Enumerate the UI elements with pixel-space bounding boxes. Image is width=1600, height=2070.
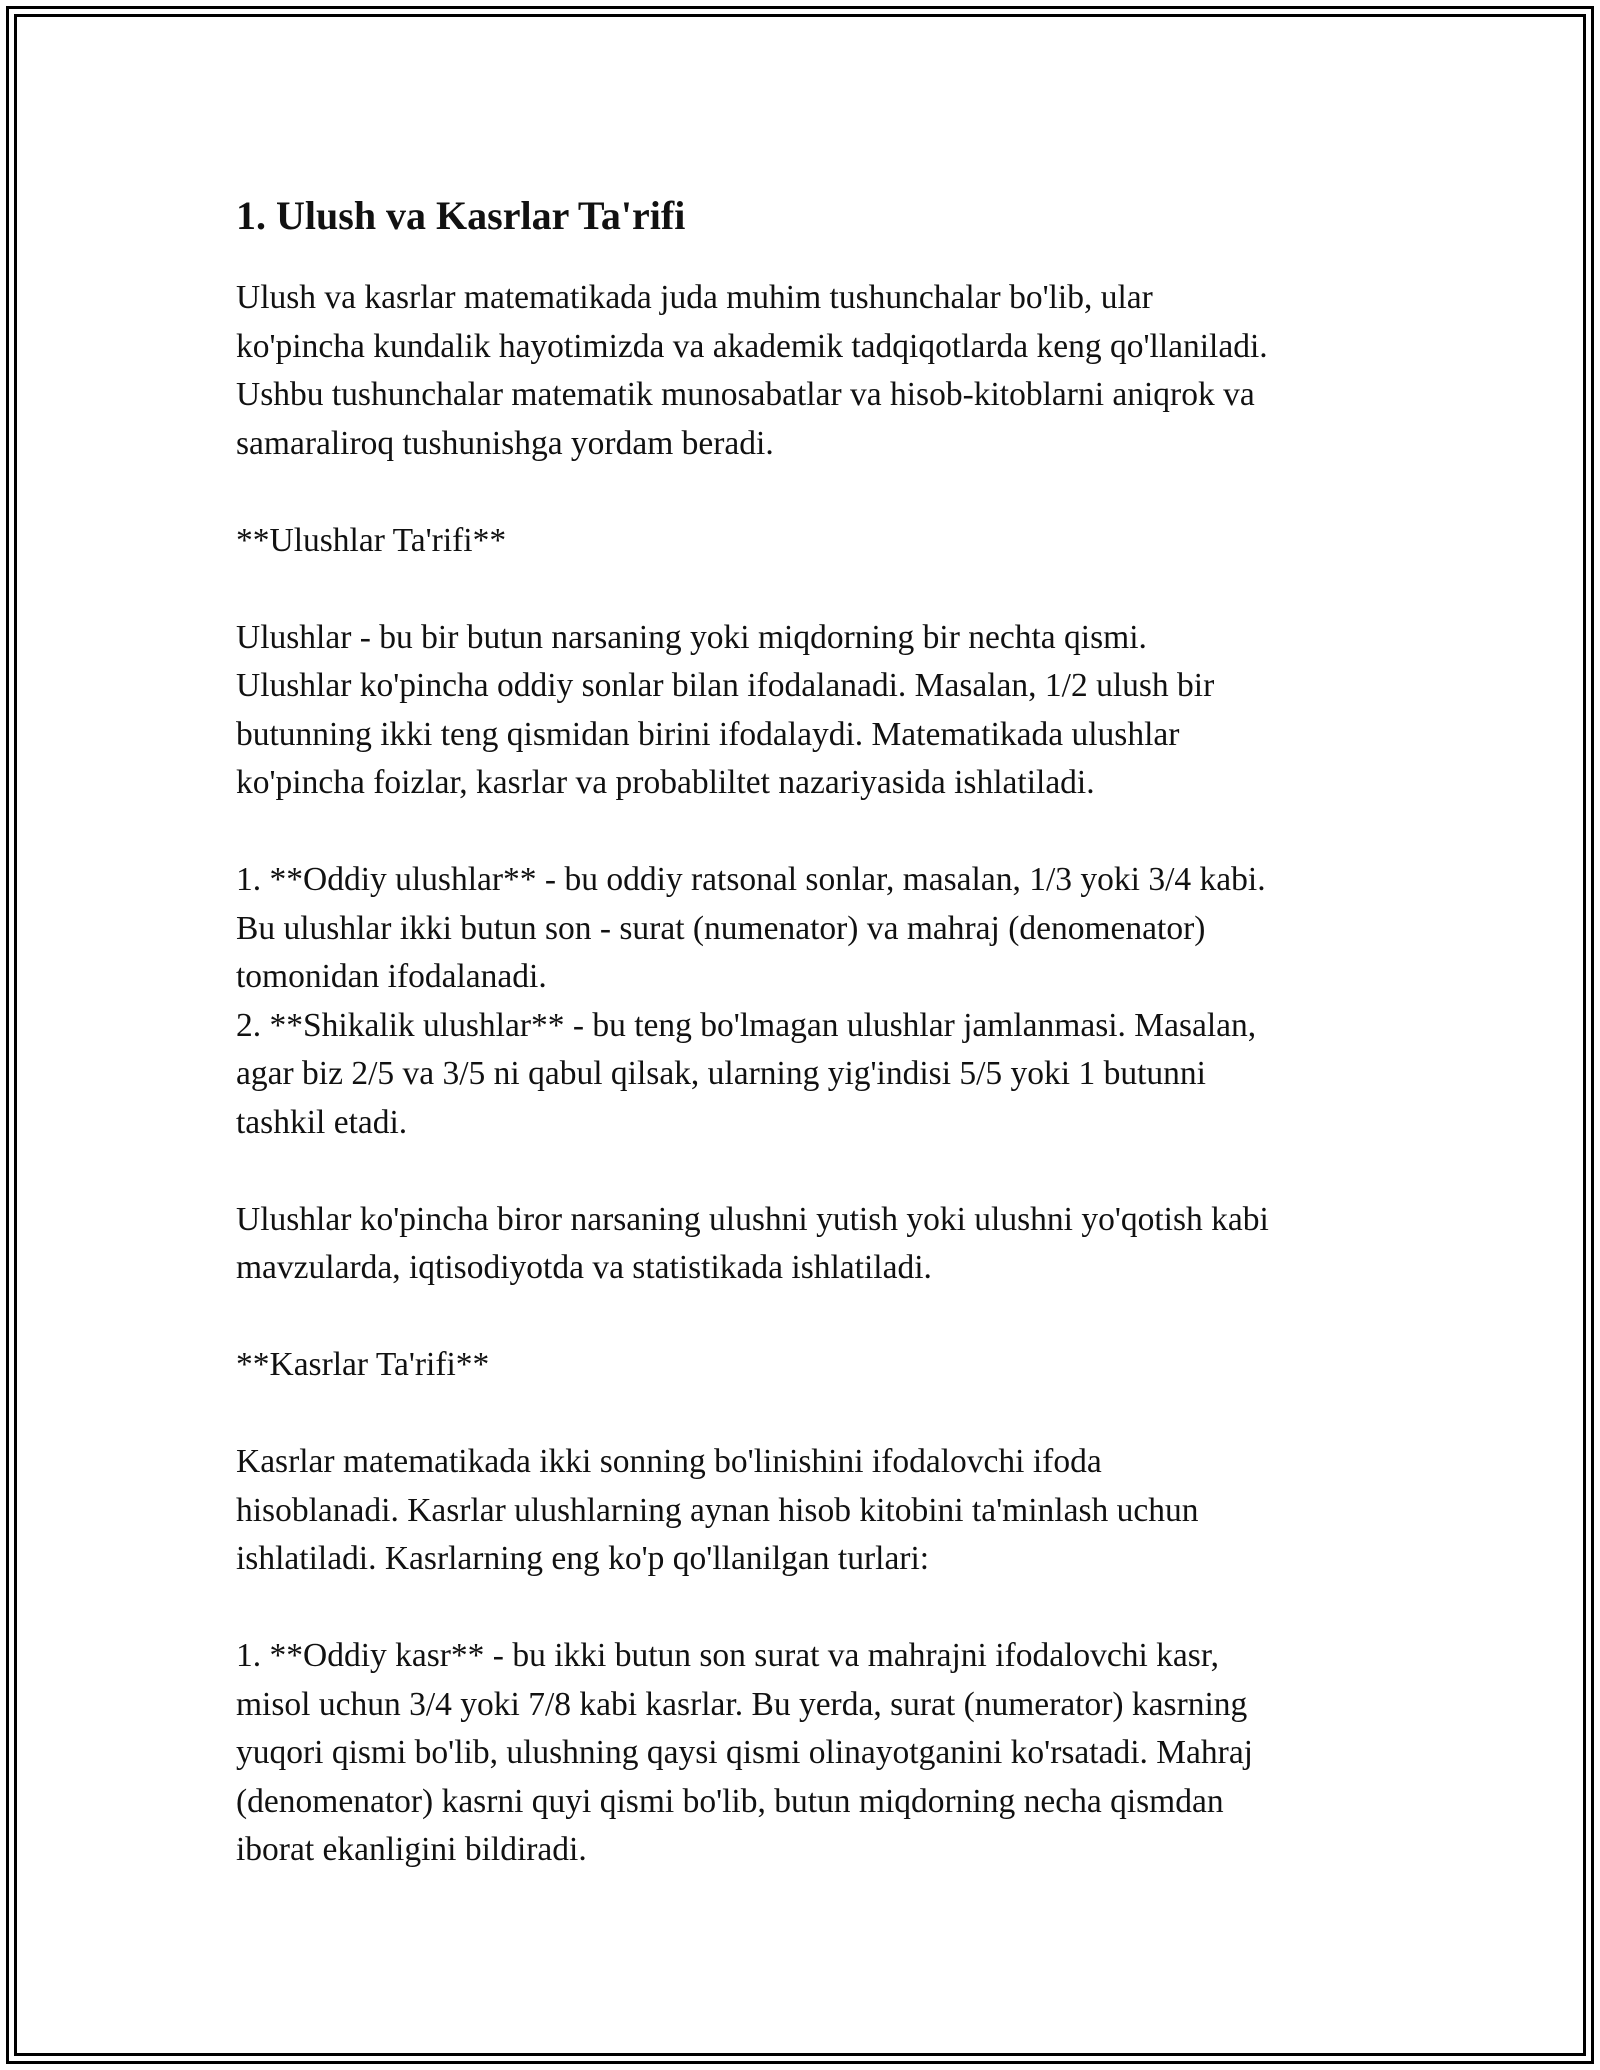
- paragraph-spacer: [236, 468, 1396, 517]
- paragraph-spacer: [236, 808, 1396, 857]
- subheading-kasrlar: **Kasrlar Ta'rifi**: [236, 1346, 490, 1383]
- ulushlar-definition-paragraph: Ulushlar - bu bir butun narsaning yoki miqdorning bir nechta qismi. Ulushlar ko'pincha oddiy sonlar bilan ifodalanadi. Masalan, 1/2 ulush bir butunning ikki teng qismidan birini ifodalaydi. Matematikada ulushlar ko'pincha foizlar, kasrlar va probabliltet nazariyasida ishlatiladi.: [236, 618, 1215, 801]
- intro-paragraph: Ulush va kasrlar matematikada juda muhim tushunchalar bo'lib, ular ko'pincha kundalik hayotimizda va akademik tadqiqotlarda keng qo'llaniladi. Ushbu tushunchalar matematik munosabatlar va hisob-kitoblarni aniqrok va samaraliroq tushunishga yordam beradi.: [236, 279, 1268, 462]
- paragraph-spacer: [236, 1147, 1396, 1196]
- section-heading: 1. Ulush va Kasrlar Ta'rifi: [236, 193, 686, 238]
- paragraph-spacer: [236, 565, 1396, 614]
- subheading-ulushlar: **Ulushlar Ta'rifi**: [236, 521, 507, 559]
- kasrlar-types-list: 1. **Oddiy kasr** - bu ikki butun son surat va mahrajni ifodalovchi kasr, misol uchun 3/4 yoki 7/8 kabi kasrlar. Bu yerda, surat (numerator) kasrning yuqori qismi bo'lib, ulushning qaysi qismi olinayotganini ko'rsatadi. Mahraj (denomenator) kasrni quyi qismi bo'lib, butun miqdorning necha qismdan iborat ekanligini bildiradi.: [236, 1637, 1253, 1868]
- paragraph-spacer: [236, 1390, 1396, 1439]
- ulushlar-usage-paragraph: Ulushlar ko'pincha biror narsaning ulushni yutish yoki ulushni yo'qotish kabi mavzularda, iqtisodiyotda va statistikada ishlatiladi.: [236, 1200, 1269, 1286]
- kasrlar-definition-paragraph: Kasrlar matematikada ikki sonning bo'linishini ifodalovchi ifoda hisoblanadi. Kasrlar ulushlarning aynan hisob kitobini ta'minlash uchun ishlatiladi. Kasrlarning eng ko'p qo'llanilgan turlari:: [236, 1443, 1199, 1577]
- paragraph-spacer: [236, 1584, 1396, 1633]
- ulushlar-types-list: 1. **Oddiy ulushlar** - bu oddiy ratsonal sonlar, masalan, 1/3 yoki 3/4 kabi. Bu ulushlar ikki butun son - surat (numenator) va mahraj (denomenator) tomonidan ifodalanadi. 2. **Shikalik ulushlar** - bu teng bo'lmagan ulushlar jamlanmasi. Masalan, agar biz 2/5 va 3/5 ni qabul qilsak, ularning yig'indisi 5/5 yoki 1 butunni tashkil etadi.: [236, 861, 1266, 1141]
- paragraph-spacer: [236, 1293, 1396, 1342]
- document-body: [236, 188, 1396, 1875]
